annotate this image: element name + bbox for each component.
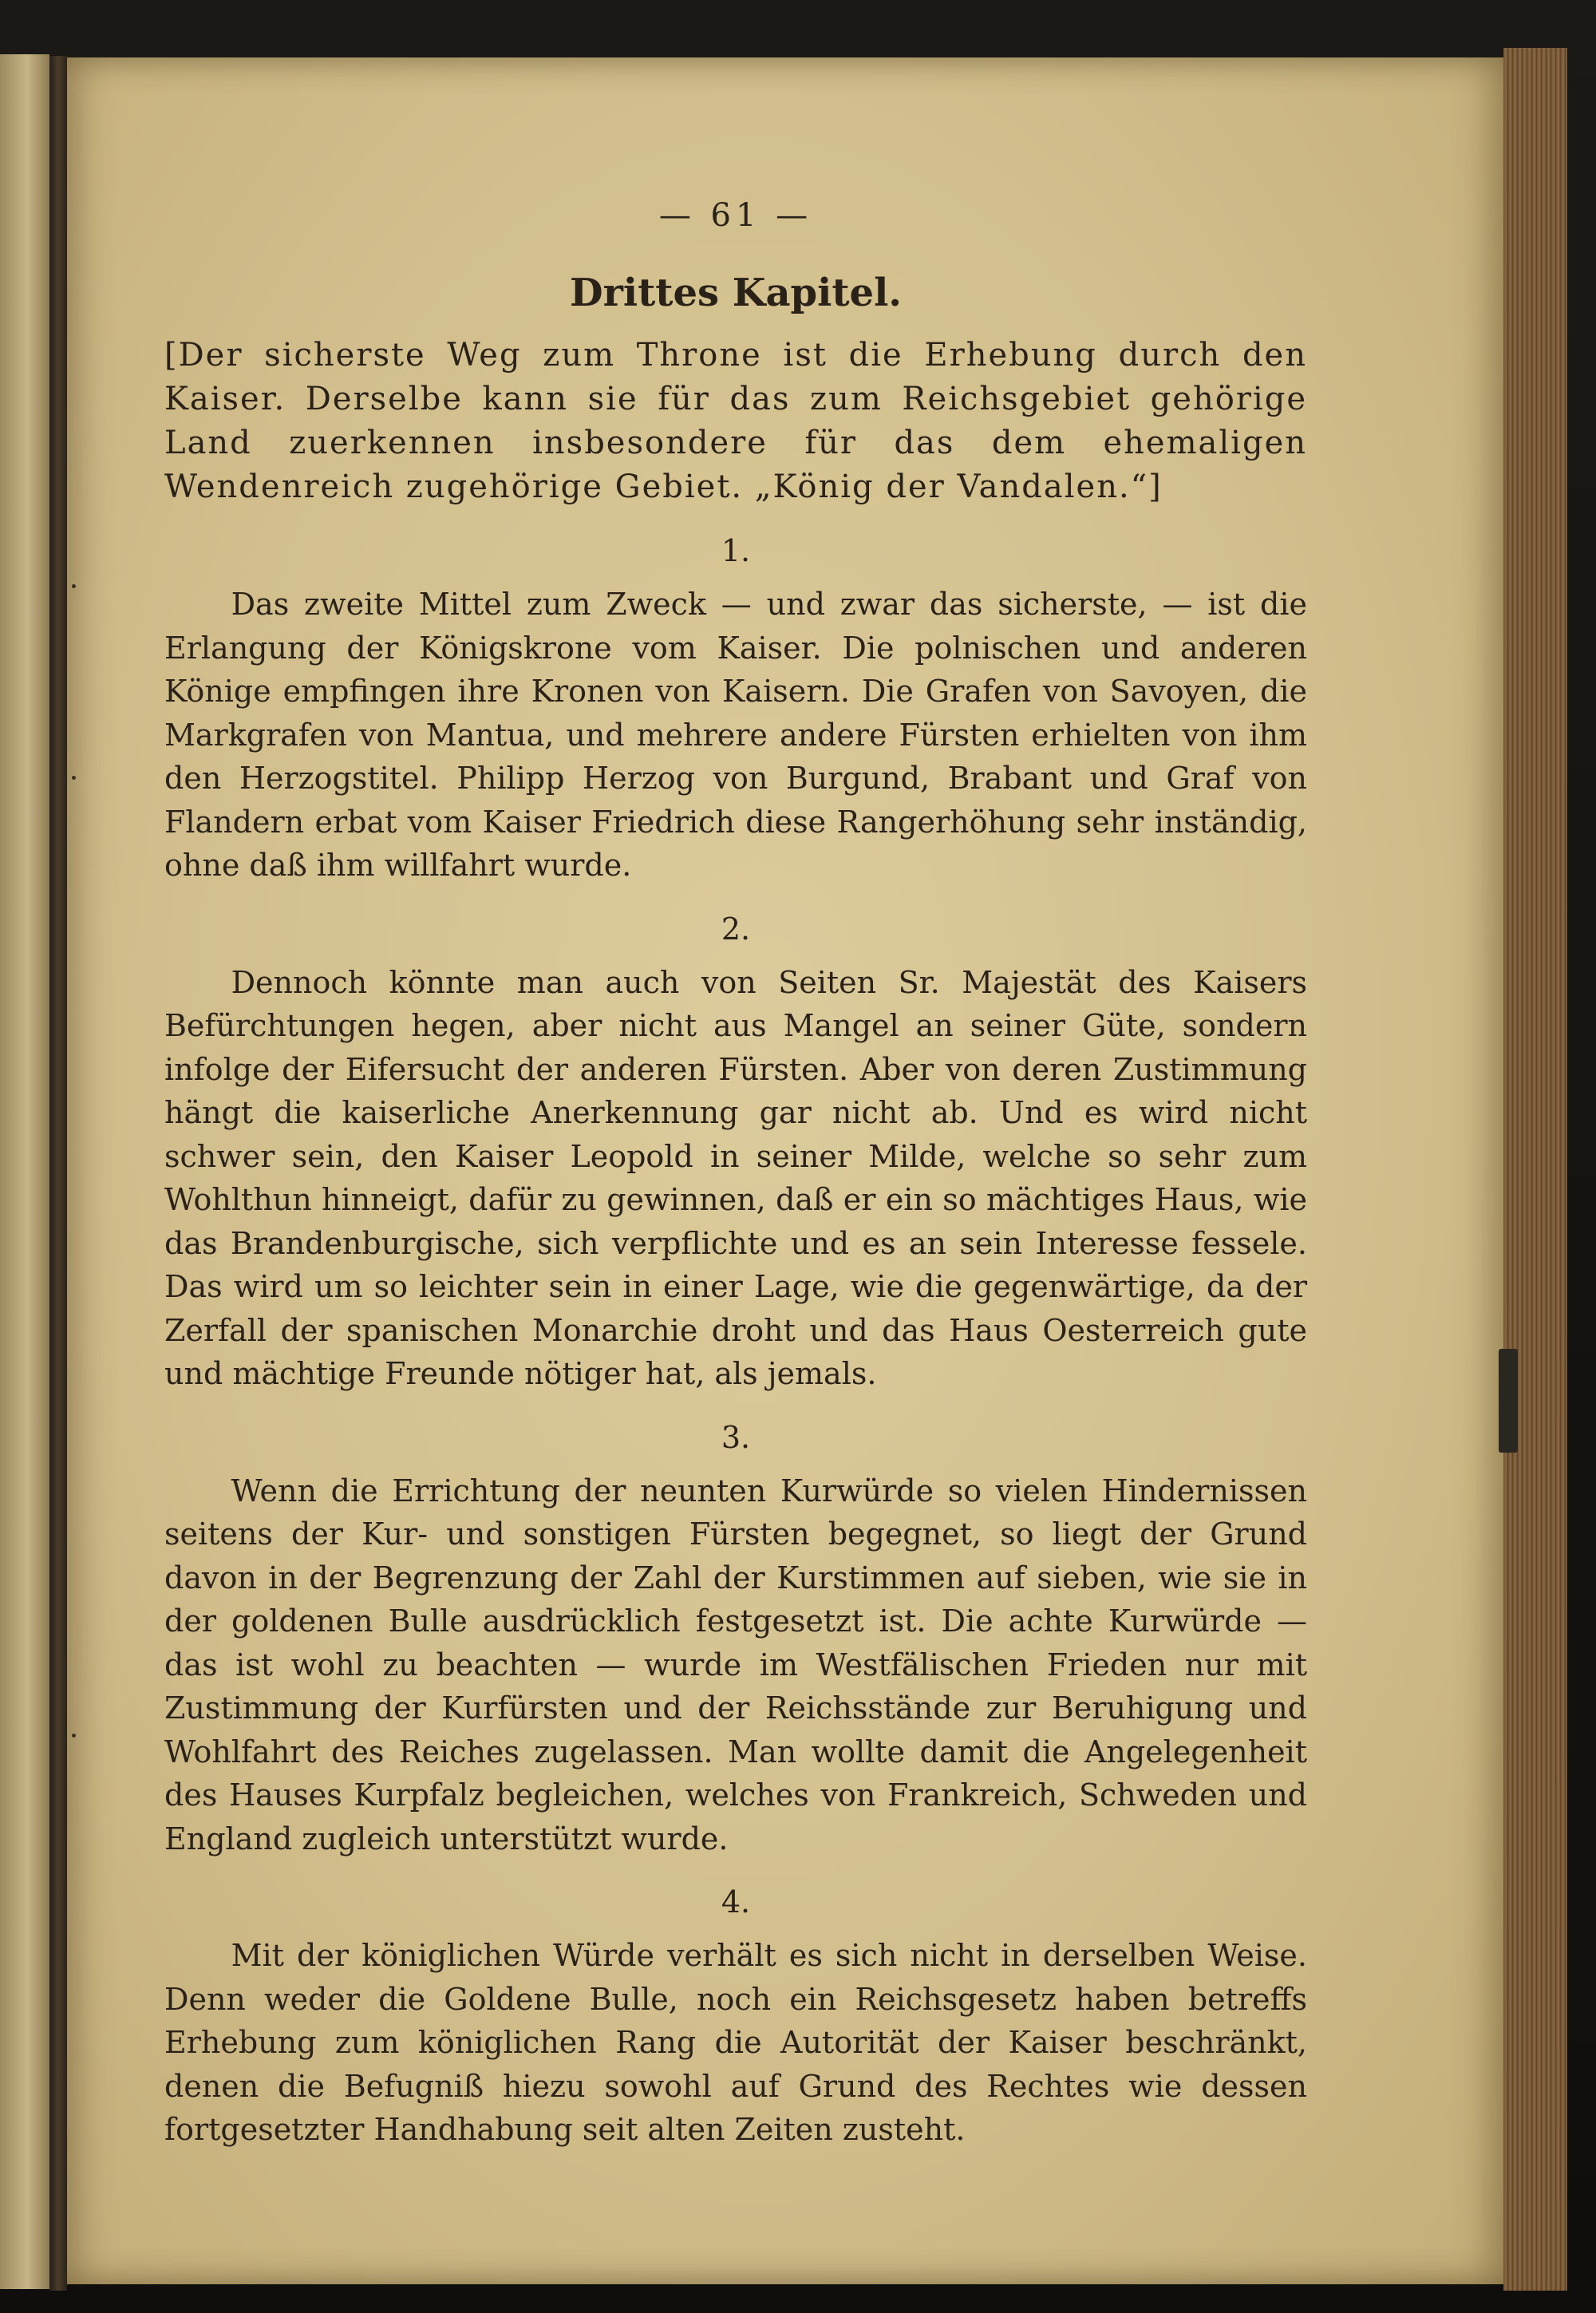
margin-mark: [72, 776, 76, 780]
chapter-summary-text: [Der sicherste Weg zum Throne ist die Erhebung durch den Kaiser. Derselbe kann sie für das zum Reichsgebiet gehörige Land zuerkennen insbesondere für das dem ehemaligen Wendenreich zugehörige Gebiet. „König der Vandalen.“]: [164, 337, 1307, 505]
section: [164, 905, 1307, 1396]
section-text: Wenn die Errichtung der neunten Kurwürde so vielen Hindernissen seitens der Kur- und sonstigen Fürsten begegnet, so liegt der Grund davon in der Begrenzung der Zahl der Kurstimmen auf sieben, wie sie in der goldenen Bulle ausdrücklich festgesetzt ist. Die achte Kurwürde — das ist wohl zu beachten — wurde im Westfälischen Frieden nur mit Zustimmung der Kurfürsten und der Reichsstände zur Beruhigung und Wohlfahrt des Reiches zugelassen. Man wollte damit die Angelegenheit des Hauses Kurpfalz begleichen, welches von Frankreich, Schweden und England zugleich unterstützt wurde.: [164, 1473, 1307, 1856]
facing-page-edge: [0, 54, 49, 2289]
section-number: 1.: [721, 533, 751, 568]
section: [164, 1878, 1307, 2152]
page-stack-edge: [1503, 48, 1567, 2291]
margin-mark: [72, 584, 76, 588]
book-clasp: [1499, 1349, 1518, 1453]
chapter-title: Drittes Kapitel.: [569, 271, 903, 315]
section-text: Dennoch könnte man auch von Seiten Sr. Majestät des Kaisers Befürchtungen hegen, aber nicht aus Mangel an seiner Güte, sondern infolge der Eifersucht der anderen Fürsten. Aber von deren Zustimmung hängt die kaiserliche Anerkennung gar nicht ab. Und es wird nicht schwer sein, den Kaiser Leopold in seiner Milde, welche so sehr zum Wohlthun hinneigt, dafür zu gewinnen, daß er ein so mächtiges Haus, wie das Brandenburgische, sich verpflichte und es an sein Interesse fessele. Das wird um so leichter sein in einer Lage, wie die gegenwärtige, da der Zerfall der spanischen Monarchie droht und das Haus Oesterreich gute und mächtige Freunde nötiger hat, als jemals.: [164, 964, 1307, 1391]
section: [164, 1414, 1307, 1861]
chapter-summary: [164, 334, 1307, 509]
section-number: 4.: [721, 1884, 751, 1920]
page-content: [164, 184, 1307, 2152]
section-text: Das zweite Mittel zum Zweck — und zwar das sicherste, — ist die Erlangung der Königskrone vom Kaiser. Die polnischen und anderen Könige empfingen ihre Kronen von Kaisern. Die Grafen von Savoyen, die Markgrafen von Mantua, und mehrere andere Fürsten erhielten von ihm den Herzogstitel. Philipp Herzog von Burgund, Brabant und Graf von Flandern erbat vom Kaiser Friedrich diese Rangerhöhung sehr inständig, ohne daß ihm willfahrt wurde.: [164, 587, 1307, 883]
section-number: 2.: [721, 911, 751, 947]
margin-mark: [72, 1734, 76, 1738]
section-text: Mit der königlichen Würde verhält es sich nicht in derselben Weise. Denn weder die Goldene Bulle, noch ein Reichsgesetz haben betreffs Erhebung zum königlichen Rang die Autorität der Kaiser beschränkt, denen die Befugniß hiezu sowohl auf Grund des Rechtes wie dessen fortgesetzter Handhabung seit alten Zeiten zusteht.: [164, 1938, 1307, 2147]
section-number: 3.: [721, 1419, 751, 1455]
book-gutter: [49, 56, 67, 2291]
section: [164, 527, 1307, 888]
page-number: — 61 —: [658, 197, 813, 234]
